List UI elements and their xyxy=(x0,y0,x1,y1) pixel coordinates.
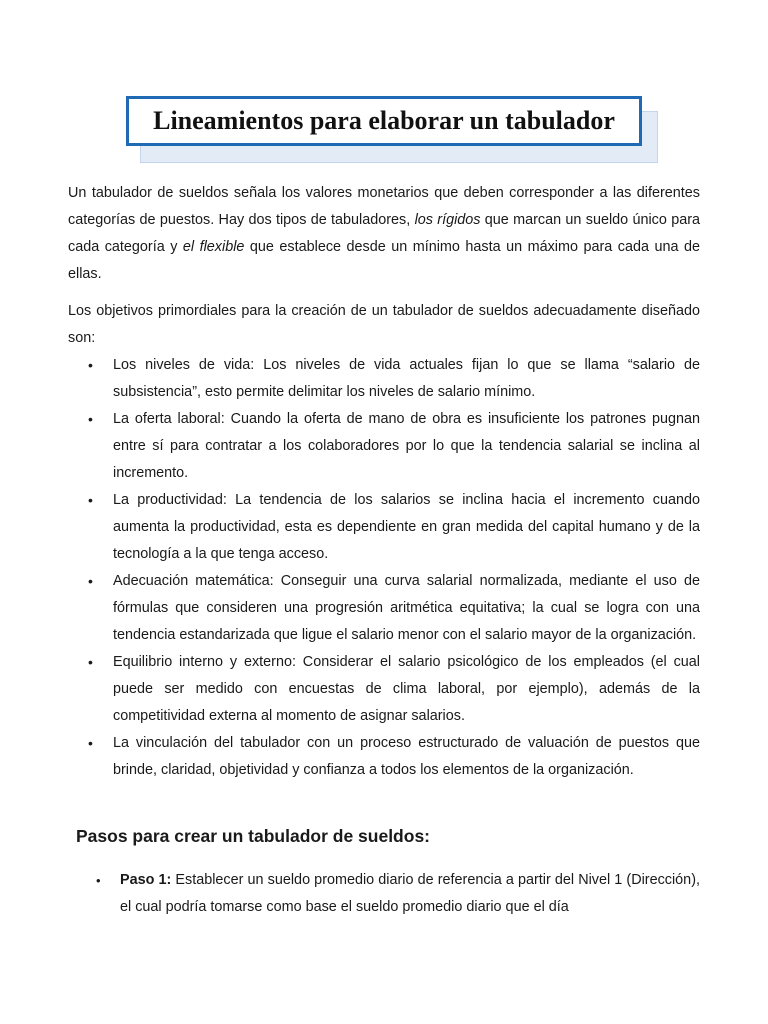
intro-emphasis-rigid: los rígidos xyxy=(414,212,481,228)
step-text: Establecer un sueldo promedio diario de referencia a partir del Nivel 1 (Dirección), el cual podría tomarse como base el sueldo promedio diario que el día xyxy=(120,872,700,915)
list-item xyxy=(68,406,700,487)
list-item xyxy=(68,568,700,649)
steps-heading: Pasos para crear un tabulador de sueldos: xyxy=(76,826,430,846)
document-body xyxy=(68,180,700,784)
objectives-intro: Los objetivos primordiales para la creación de un tabulador de sueldos adecuadamente diseñado son: xyxy=(68,303,700,346)
list-item-text: La productividad: La tendencia de los salarios se inclina hacia el incremento cuando aumenta la productividad, esta es dependiente en gran medida del capital humano y de la tecnología a la que tenga acceso. xyxy=(113,492,700,562)
objectives-list xyxy=(68,352,700,784)
intro-paragraph xyxy=(68,180,700,288)
bullet-icon: • xyxy=(88,654,93,670)
intro-text-1: Un tabulador de sueldos señala los valores monetarios que deben corresponder a las diferentes categorías de puestos. Hay dos tipos de tabuladores, xyxy=(68,185,700,228)
list-item-text: Equilibrio interno y externo: Considerar el salario psicológico de los empleados (el cual puede ser medido con encuestas de clima laboral, por ejemplo), además de la competitividad externa al momento de asignar salarios. xyxy=(113,654,700,724)
list-item xyxy=(68,352,700,406)
title-box xyxy=(126,96,642,146)
list-item xyxy=(68,730,700,784)
intro-text-2: que marcan un sueldo único para cada categoría y xyxy=(68,212,701,255)
bullet-icon: • xyxy=(88,573,93,589)
intro-emphasis-flexible: el flexible xyxy=(182,239,245,255)
list-item xyxy=(68,487,700,568)
bullet-icon: • xyxy=(88,357,93,373)
list-item xyxy=(68,649,700,730)
intro-text-3: que establece desde un mínimo hasta un máximo para cada una de ellas. xyxy=(68,239,700,282)
list-item-text: Adecuación matemática: Conseguir una curva salarial normalizada, mediante el uso de fórmulas que consideren una progresión aritmética equitativa; la cual se logra con una tendencia estandarizada que ligue el salario menor con el salario mayor de la organización. xyxy=(113,573,700,643)
list-item-text: La vinculación del tabulador con un proceso estructurado de valuación de puestos que brinde, claridad, objetividad y confianza a todos los elementos de la organización. xyxy=(113,735,700,778)
list-item-text: Los niveles de vida: Los niveles de vida actuales fijan lo que se llama “salario de subsistencia”, esto permite delimitar los niveles de salario mínimo. xyxy=(113,357,700,400)
page-title: Lineamientos para elaborar un tabulador xyxy=(153,106,615,135)
list-item-text: La oferta laboral: Cuando la oferta de mano de obra es insuficiente los patrones pugnan entre sí para contratar a los colaboradores por lo que la tendencia salarial se inclina al incremento. xyxy=(113,411,700,481)
bullet-icon: • xyxy=(88,492,93,508)
step-item xyxy=(96,867,700,921)
bullet-icon: • xyxy=(96,873,101,888)
bullet-icon: • xyxy=(88,411,93,427)
bullet-icon: • xyxy=(88,735,93,751)
steps-list xyxy=(96,867,700,921)
step-label: Paso 1: xyxy=(120,872,172,888)
